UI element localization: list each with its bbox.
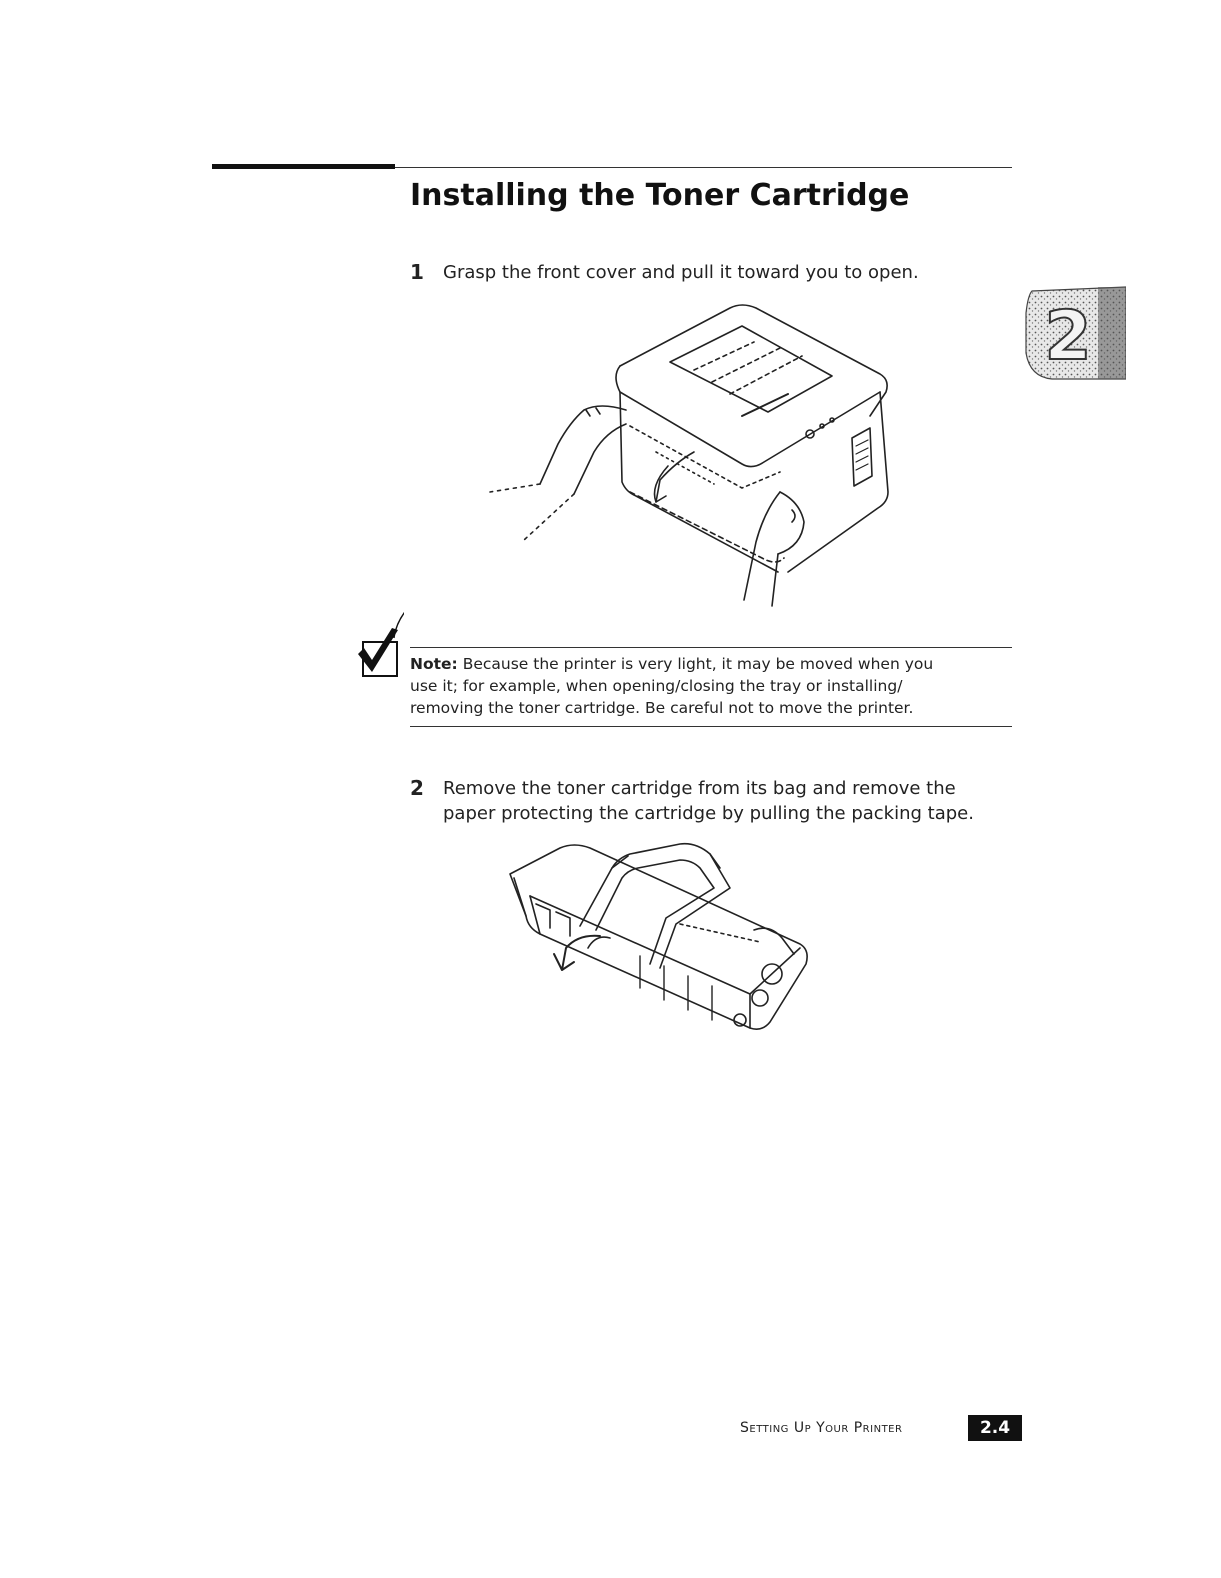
note-line-1: Because the printer is very light, it may be moved when you xyxy=(462,655,934,673)
step-text: Grasp the front cover and pull it toward you to open. xyxy=(443,262,919,283)
checkmark-note-icon xyxy=(358,608,404,684)
note-line-3: removing the toner cartridge. Be careful not to move the printer. xyxy=(410,699,914,717)
note-line-2: use it; for example, when opening/closing the tray or installing/ xyxy=(410,677,903,695)
footer-section-title: Setting Up Your Printer xyxy=(740,1420,903,1436)
page-footer xyxy=(740,1413,1022,1443)
note-label: Note: xyxy=(410,655,458,673)
toner-cartridge-illustration xyxy=(500,838,812,1036)
step-number: 2 xyxy=(410,776,424,800)
step-text-line-2: paper protecting the cartridge by pulling the packing tape. xyxy=(443,803,974,824)
note-text xyxy=(410,653,1012,719)
step-text-line-1: Remove the toner cartridge from its bag and remove the xyxy=(443,778,956,799)
step-2 xyxy=(410,776,1010,831)
page-title: Installing the Toner Cartridge xyxy=(410,178,910,213)
note-top-rule xyxy=(410,647,1012,648)
note-bottom-rule xyxy=(410,726,1012,727)
page-number: 2.4 xyxy=(968,1415,1022,1441)
printer-open-cover-illustration xyxy=(480,296,900,608)
header-rule xyxy=(212,164,1012,170)
chapter-tab xyxy=(1022,283,1126,381)
chapter-number: 2 xyxy=(1044,297,1092,376)
step-1 xyxy=(410,260,1010,290)
step-number: 1 xyxy=(410,260,424,284)
